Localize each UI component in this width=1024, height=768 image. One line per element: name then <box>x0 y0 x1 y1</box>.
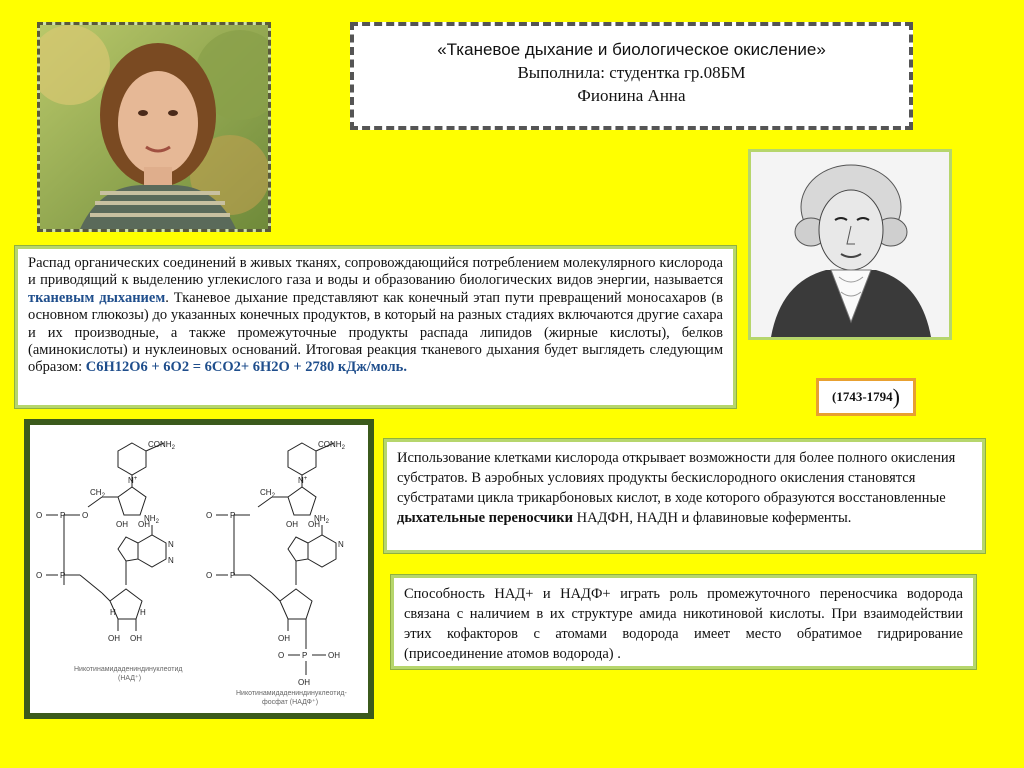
oh-label-6: OH <box>308 520 320 529</box>
scientist-portrait <box>748 149 952 340</box>
conh2-label-2: $CONH_2$ <box>318 440 345 451</box>
n-plus-label-1: N+ <box>128 476 138 485</box>
h-label-2: H <box>140 608 146 617</box>
nad-carrier-text: Способность НАД+ и НАДФ+ играть роль промежуточного переносчика водорода связана с наличием в их структуре амида никотиновой кислоты. При взаимодействии этих кофакторов с атомами водорода имеет место обратимое гидрирование (присоединение атомов водорода) . <box>404 586 963 662</box>
p-label-2: P <box>60 571 66 580</box>
o-label-1: O <box>36 511 43 520</box>
caption-nad-line2: (НАД⁺) <box>118 675 142 682</box>
oh-label-1: OH <box>116 520 128 529</box>
caption-nadp-line2: фосфат (НАДФ⁺) <box>262 699 319 706</box>
nad-structures-figure <box>24 419 374 719</box>
p-label-1: P <box>60 511 66 520</box>
scientist-portrait-image <box>751 152 949 337</box>
author-line: Выполнила: студентка гр.08БМ <box>517 63 746 82</box>
o-label-3: O <box>36 571 43 580</box>
dates-close-paren: ) <box>892 384 900 409</box>
title-box <box>350 22 913 130</box>
tissue-respiration-definition <box>15 246 736 408</box>
definition-text-1: Распад органических соединений в живых тканях, сопровождающийся потреблением молекулярного кислорода и приводящий к выделению углекислого газа и воды и образованию биологических видов энергии, называется <box>28 255 723 289</box>
h-label-1: H <box>110 608 116 617</box>
nad-carrier-info <box>391 575 976 669</box>
definition-text-2: . Тканевое дыхание представляют как конечный этап пути превращений моносахаров (в основном глюкозы) до указанных конечных продуктов, в который на разных стадиях включаются другие сахара и их производные, а также промежуточные продукты распада липидов (жирные кислоты), белков (аминокислоты) и нуклеиновых оснований. Итоговая реакция тканевого дыхания будет выглядеть следующим образом: <box>28 289 724 376</box>
nh2-label-1: $NH_2$ <box>144 514 159 525</box>
oh-label-9: OH <box>298 678 310 687</box>
nh2-label-2: $NH_2$ <box>314 514 329 525</box>
oh-label-3: OH <box>108 634 120 643</box>
n-label-2: N <box>168 556 174 565</box>
oxygen-use-info <box>384 439 985 553</box>
respiration-formula: С6Н12О6 + 6О2 = 6СО2+ 6Н2О + 2780 кДж/моль. <box>85 359 407 376</box>
definition-highlight: тканевым дыханием <box>28 289 166 306</box>
p-label-3: P <box>230 511 236 520</box>
o-label-4: O <box>206 511 213 520</box>
conh2-label-1: $CONH_2$ <box>148 440 175 451</box>
presentation-title: «Тканевое дыхание и биологическое окисление» <box>437 40 826 59</box>
oxygen-use-text-1: Использование клетками кислорода открывает возможности для более полного окисления субстратов. В аэробных условиях продукты бескислородного окисления становятся субстратами цикла трикарбоновых кислот, в ходе которого образуются восстановленные <box>397 450 956 506</box>
oh-label-5: OH <box>286 520 298 529</box>
oh-label-4: OH <box>130 634 142 643</box>
author-name: Фионина Анна <box>577 86 686 105</box>
caption-nadp-line1: Никотинамидадениндинуклеотид- <box>236 690 347 697</box>
scientist-dates <box>816 378 916 416</box>
oxygen-use-bold: дыхательные переносчики <box>397 510 573 526</box>
p-label-5: P <box>302 651 308 660</box>
oh-label-7: OH <box>278 634 290 643</box>
ch2-label-2: $CH_2$ <box>260 488 275 499</box>
o-label-6: O <box>278 651 285 660</box>
n-label-3: N <box>338 540 344 549</box>
n-label-1: N <box>168 540 174 549</box>
n-plus-label-2: N+ <box>298 476 308 485</box>
ch2-label-1: $CH_2$ <box>90 488 105 499</box>
oh-label-8: OH <box>328 651 340 660</box>
caption-nad-line1: Никотинамидадениндинуклеотид <box>74 666 183 673</box>
p-label-4: P <box>230 571 236 580</box>
oxygen-use-text-2: НАДФН, НАДН и флавиновые коферменты. <box>572 510 852 526</box>
oh-label-2: OH <box>138 520 150 529</box>
student-photo-image <box>40 25 268 229</box>
o-label-5: O <box>206 571 213 580</box>
o-label-2: O <box>82 511 89 520</box>
dates-text: (1743-1794 <box>832 389 893 404</box>
student-photo <box>37 22 271 232</box>
nad-nadp-structure-diagram <box>30 425 368 713</box>
